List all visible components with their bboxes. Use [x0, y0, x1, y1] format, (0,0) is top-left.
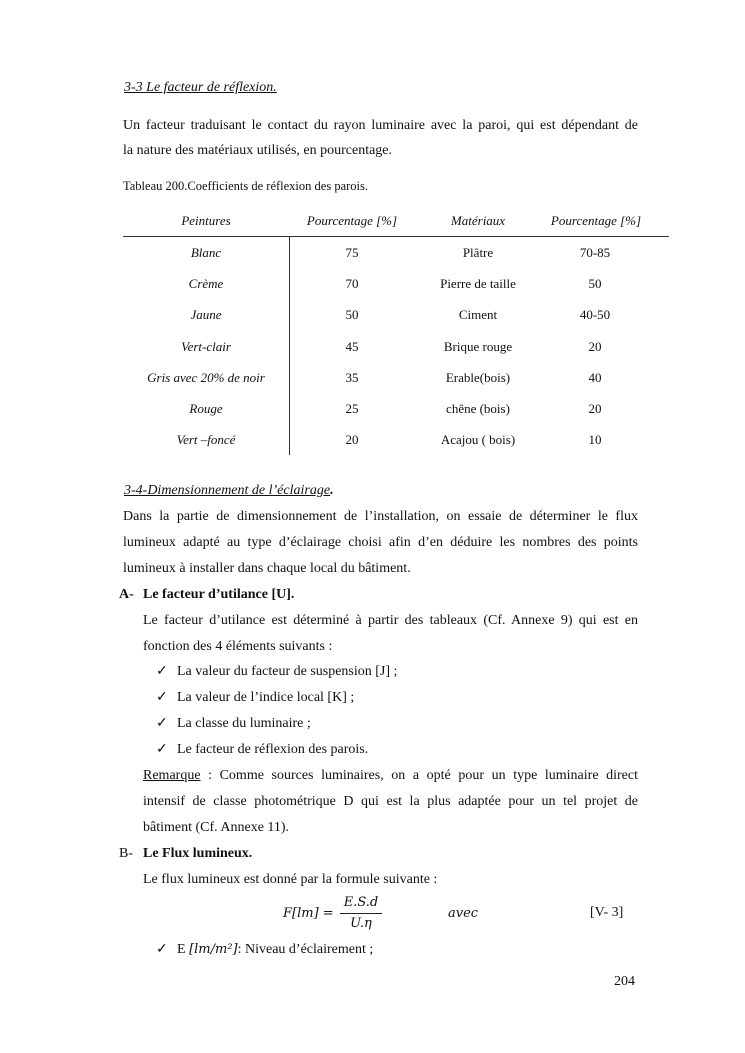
check-icon: ✓ — [156, 690, 168, 705]
remark-line3: bâtiment (Cf. Annexe 11). — [143, 820, 290, 835]
table-cell-pourcentage-peinture: 25 — [345, 401, 359, 416]
last-bullet-pre: E — [177, 942, 190, 957]
bullet-item: La valeur du facteur de suspension [J] ; — [177, 664, 398, 679]
table-cell-pourcentage-materiau: 50 — [588, 276, 602, 291]
table-header-peintures: Peintures — [181, 213, 231, 228]
formula-numerator: E.S.d — [343, 895, 379, 910]
table-cell-pourcentage-peinture: 50 — [345, 307, 359, 322]
table-cell-peinture: Jaune — [190, 307, 222, 322]
bullet-item: La valeur de l’indice local [K] ; — [177, 690, 355, 705]
table-cell-peinture: Crème — [188, 276, 224, 291]
table-cell-pourcentage-peinture: 75 — [345, 245, 359, 260]
check-icon: ✓ — [156, 716, 168, 731]
formula-fraction-bar — [340, 913, 382, 914]
table-cell-materiau: Brique rouge — [443, 339, 513, 354]
remark-text: : Comme sources luminaires, on a opté pour un type luminaire direct — [200, 768, 638, 783]
part-a-title: Le facteur d’utilance [U]. — [143, 587, 295, 602]
bullet-item: La classe du luminaire ; — [177, 716, 311, 731]
table-cell-pourcentage-materiau: 20 — [588, 339, 602, 354]
table-cell-pourcentage-materiau: 10 — [588, 432, 602, 447]
formula-lhs: F[lm] = — [283, 906, 334, 921]
check-icon: ✓ — [156, 664, 168, 679]
remark-label: Remarque — [143, 768, 201, 783]
reflection-table — [123, 207, 669, 455]
table-cell-pourcentage-materiau: 40 — [588, 370, 602, 385]
remark-line1 — [143, 767, 638, 785]
formula-reference: [V- 3] — [590, 905, 624, 920]
table-cell-pourcentage-materiau: 20 — [588, 401, 602, 416]
section-3-3-title: 3-3 Le facteur de réflexion. — [124, 80, 277, 95]
part-b-title: Le Flux lumineux. — [143, 846, 253, 861]
page-number: 204 — [614, 974, 635, 989]
table-cell-pourcentage-peinture: 70 — [345, 276, 359, 291]
section-3-4-para-line3: lumineux à installer dans chaque local du bâtiment. — [123, 561, 411, 576]
bullet-item: Le facteur de réflexion des parois. — [177, 742, 369, 757]
section-3-4-para-line1: Dans la partie de dimensionnement de l’installation, on essaie de déterminer le flux — [123, 509, 638, 524]
check-icon: ✓ — [156, 942, 168, 957]
part-a-line2: fonction des 4 éléments suivants : — [143, 639, 333, 654]
table-header-pourcentage-2: Pourcentage [%] — [550, 213, 642, 228]
table-cell-materiau: Ciment — [458, 307, 498, 322]
section-3-4-para-line2: lumineux adapté au type d’éclairage choisi afin d’en déduire les nombres des points — [123, 535, 638, 550]
section-3-4-title-text: 3-4-Dimensionnement de l’éclairage — [124, 483, 331, 498]
table-header-materiaux: Matériaux — [450, 213, 506, 228]
table-caption: Tableau 200.Coefficients de réflexion des parois. — [123, 179, 368, 193]
table-header-rule — [123, 236, 669, 237]
table-cell-materiau: Acajou ( bois) — [440, 432, 516, 447]
table-cell-peinture: Blanc — [190, 245, 222, 260]
table-cell-peinture: Vert –foncé — [176, 432, 236, 447]
section-3-3-para-line2: la nature des matériaux utilisés, en pourcentage. — [123, 143, 393, 158]
table-cell-materiau: chêne (bois) — [446, 401, 510, 416]
last-bullet-post: : Niveau d’éclairement ; — [237, 942, 374, 957]
table-cell-pourcentage-peinture: 20 — [345, 432, 359, 447]
remark-line2: intensif de classe photométrique D qui est la plus adaptée pour un tel projet de — [143, 794, 638, 809]
table-cell-materiau: Plâtre — [462, 245, 494, 260]
section-3-4-title-dot: . — [330, 483, 334, 498]
section-3-3-para-line1: Un facteur traduisant le contact du rayon luminaire avec la paroi, qui est dépendant de — [123, 118, 638, 133]
part-b-line1: Le flux lumineux est donné par la formule suivante : — [143, 872, 438, 887]
last-bullet — [177, 941, 373, 959]
part-a-marker: A- — [119, 587, 134, 602]
table-header-pourcentage-1: Pourcentage [%] — [306, 213, 398, 228]
table-cell-peinture: Vert-clair — [181, 339, 231, 354]
part-a-line1: Le facteur d’utilance est déterminé à partir des tableaux (Cf. Annexe 9) qui est en — [143, 613, 638, 628]
table-cell-materiau: Pierre de taille — [440, 276, 516, 291]
formula-denominator: U.η — [350, 916, 372, 931]
formula-avec: avec — [448, 906, 479, 921]
check-icon: ✓ — [156, 742, 168, 757]
table-cell-pourcentage-materiau: 40-50 — [579, 307, 611, 322]
table-cell-pourcentage-materiau: 70-85 — [579, 245, 611, 260]
section-3-4-title — [124, 482, 334, 500]
table-cell-peinture: Rouge — [189, 401, 223, 416]
part-b-marker: B- — [119, 846, 133, 861]
table-cell-peinture: Gris avec 20% de noir — [147, 370, 265, 385]
table-cell-pourcentage-peinture: 35 — [345, 370, 359, 385]
table-cell-materiau: Erable(bois) — [445, 370, 511, 385]
last-bullet-unit: [lm/m²] — [189, 942, 238, 957]
table-cell-pourcentage-peinture: 45 — [345, 339, 359, 354]
